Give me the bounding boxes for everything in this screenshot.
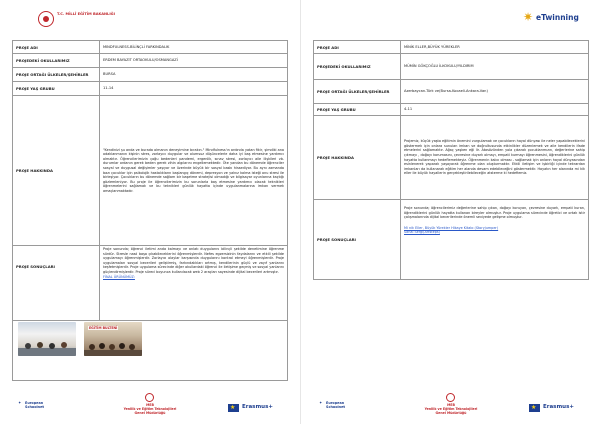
erasmus-logo-left — [228, 403, 278, 413]
meb-footer-logo-right — [419, 393, 483, 417]
age-value: 11-14 — [100, 82, 288, 96]
meb-seal-icon — [38, 11, 54, 27]
eu-logo-text: European Schoolnet — [25, 401, 45, 409]
meb-footer-line-2: Yenilik ve Eğitim Teknolojileri — [424, 407, 478, 411]
photo-caption: EĞİTİM BULTENİ — [89, 326, 118, 330]
etwinning-text: eTwinning — [536, 13, 579, 22]
meb-footer-text — [419, 403, 483, 415]
project-name-value: MİNİK ELLER,BÜYÜK YÜREKLER — [401, 41, 589, 54]
erasmus-logo-right — [529, 403, 579, 413]
project-photo-1 — [18, 322, 76, 356]
about-text: "Kendinizi şu anda ve burada olmanın deneyimine bırakın." Mindfulness'ın ardında yatan fikir, şimdiki ana odaklanmanın kişinin stres, zorlayıcı duygular ve olumsuz düşüncelerle daha iyi baş etmesine yardımcı olmaktır. Öğrencilerimizin çoğu bedenleri pandemi, ergenlik, sınav stresi, zorlayıcı aile ilişkileri vb. durumlar ordanın gerek beden gerek zihin algılarını engellemektedir. Öte yandan bu dönemde öğrenciler sosyal ve duygusal değişimler yaşıyor ve üzerinde büyük bir sosyal baskı hissediyor. Bu aynı zamanda bazı çocuklar için psikolojik hastalıkların başlangıç dönemi, depresyon ve yalnız kalma isteği onu stresi ile birleşiyor. Çocukların bu dönemde sağlam bir başetme stratejisi olmadığı ve bilgisayar oyunlarına kaçtığı gözlemleniyor. Bu proje ile öğrencilerimizin bu sorunlarla baş etmesine yardımcı olacak teknikleri öğrenmelerini sağlamak ve bu teknikleri günlük hayatta içinde uygulanmalarına imkan vermek amaçlanmaktadır. — [100, 96, 288, 246]
partners-label: PROJE ORTAĞI ÜLKELER/ŞEHİRLER — [314, 80, 401, 104]
virtual-exhibition-link[interactable]: Sanal Sergi(Artsteps) — [404, 230, 440, 235]
eu-stars-icon: ✦ — [319, 400, 323, 405]
right-project-table — [313, 40, 589, 280]
partners-value: BURSA — [100, 68, 288, 82]
eu-stars-icon: ✦ — [18, 400, 22, 405]
etwinning-star-icon: ✷ — [523, 10, 534, 24]
age-label: PROJE YAŞ GRUBU — [13, 82, 100, 96]
european-schoolnet-logo — [18, 401, 58, 413]
meb-footer-line-1: MEB — [146, 403, 154, 407]
meb-footer-seal-icon — [145, 393, 154, 402]
schools-value: MÜMİN GÖKÇOĞLU İLKOKULU/YILDIRIM — [401, 54, 589, 80]
partners-label: PROJE ORTAĞI ÜLKELER/ŞEHİRLER — [13, 68, 100, 82]
schools-label: PROJEDEKİ OKULLARIMIZ — [13, 54, 100, 68]
etwinning-logo — [523, 10, 583, 26]
results-label: PROJE SONUÇLARI — [314, 200, 401, 280]
partners-value: Azerbaycan-Türk ve(Bursa-Kocaeli-Ankara-Van) — [401, 80, 589, 104]
eu-logo-text: European Schoolnet — [326, 401, 346, 409]
european-schoolnet-logo-right — [319, 401, 359, 413]
schools-value: ERDEM BAYAZIT ORTAOKULU/OSMANGAZİ — [100, 54, 288, 68]
meb-logo — [38, 10, 115, 30]
age-label: PROJE YAŞ GRUBU — [314, 104, 401, 116]
age-value: 4-11 — [401, 104, 589, 116]
results-text: Proje sonunda; öğrencilerimiz değerlerine sahip çıkan, doğayı koruyan, çevresine duyarlı, empati kuran, öğrendiklerini günlük hayatta kullanan bireyler olmuştur. Proje uygulama sürecinde öğretici ve ortak istir çalışmalarında dijital becerilerinde önemli seviyede gelişme olmuştur. — [404, 206, 585, 220]
erasmus-text: Erasmus+ — [242, 404, 273, 410]
students-icon — [84, 340, 142, 356]
meb-footer-logo-left — [118, 393, 182, 417]
meb-footer-line-3: Genel Müdürlüğü — [134, 411, 166, 415]
final-product-link[interactable]: FİNAL ÜRÜNÜMÜZ: — [103, 274, 135, 279]
people-icon — [18, 340, 76, 356]
about-text: Projemiz, küçük yaşta eğitimin önemini vurgulamak ve çocukların hayal dünyası ile neler yapabileceklerini göstermek için onlara sunulan imkan ve doğrultusunda etkinlikler düzenlemek ve aile kendilerin ifade etmelerini sağlamaktır. Ağaç yaşken eği lir. Atasözünden yola çıkarak çocuklarımızın, değerlerine sahip çıkmayı , doğayı korumasını, çevresine duyarlı olmayı, empati kurmayı öğrenmesini, öğrendiklerini günlük hayatta kullanmayı hedeflemekteyiz. Öğrenmenin kalıcı olması - sağlamak için onların hayal dünyasından esinlenerek yaparak yaşayarak öğrenme olan oluşturmaktır. Etkili iletişim ve işbirliği içinde tekrardan imkanları da kullanarak eğitim her alanda devam edebileceğini göstermektir. Hayatın her alanında mi kik eller ile büyük hayallerin gerçekleştirilebileceğin atsterme ki hedefiemiz. — [401, 116, 589, 200]
meb-logo-text: T.C. MİLLÎ EĞİTİM BAKANLIĞI — [57, 12, 115, 16]
results-text: Proje sonunda; öğrenci iletimi anda kalmayı ve anlatı duygularını bilinçli şekilde denetimine öğrenme sürdür. Stresle nasıl başa çıkabileceklerini öğrenmişlerdir. Nefes egzersizinin faydalarını ve etkili şekilde uygulamayı öğrenmişlerdir. Zorlayıcı olaylar karşısında duygularını kontrol etmeyi öğrenmişlerdir. Proje uygulamaları sosyal becerileri geliştirmiş, farkındalıkları artmış, kendilerinin güçlü ve zayıf yanlarını keşfetmişlerdir. Proje uygulama sürecinde diğer okullardaki öğrenci ile iletişime geçmiş ve sosyal yanlarını güçlendirmişlerdir. Proje süreci boyunca kullanılacak web 2 araçları sayesinde dijital becerileri artmıştır. — [103, 247, 284, 274]
meb-footer-text — [118, 403, 182, 415]
meb-footer-line-3: Genel Müdürlüğü — [435, 411, 467, 415]
project-name-label: PROJE ADI — [314, 41, 401, 54]
eu-flag-icon — [228, 404, 239, 412]
results-label: PROJE SONUÇLARI — [13, 246, 100, 321]
results-cell — [100, 246, 288, 321]
project-photo-2 — [84, 322, 142, 356]
eu-flag-icon — [529, 404, 540, 412]
storybook-link[interactable]: Mi nik Eller, Büyük Yürekler Hikaye Kitabı (Storyjumper) — [404, 225, 499, 230]
results-cell — [401, 200, 589, 280]
about-label: PROJE HAKKINDA — [314, 116, 401, 200]
meb-footer-seal-icon — [446, 393, 455, 402]
about-label: PROJE HAKKINDA — [13, 96, 100, 246]
right-page — [300, 0, 600, 424]
meb-footer-line-1: MEB — [447, 403, 455, 407]
project-name-value: MINDFULNESS-BİLİNÇLİ FARKINDALIK — [100, 41, 288, 54]
meb-footer-line-2: Yenilik ve Eğitim Teknolojileri — [123, 407, 177, 411]
project-name-label: PROJE ADI — [13, 41, 100, 54]
erasmus-text: Erasmus+ — [543, 404, 574, 410]
schools-label: PROJEDEKİ OKULLARIMIZ — [314, 54, 401, 80]
